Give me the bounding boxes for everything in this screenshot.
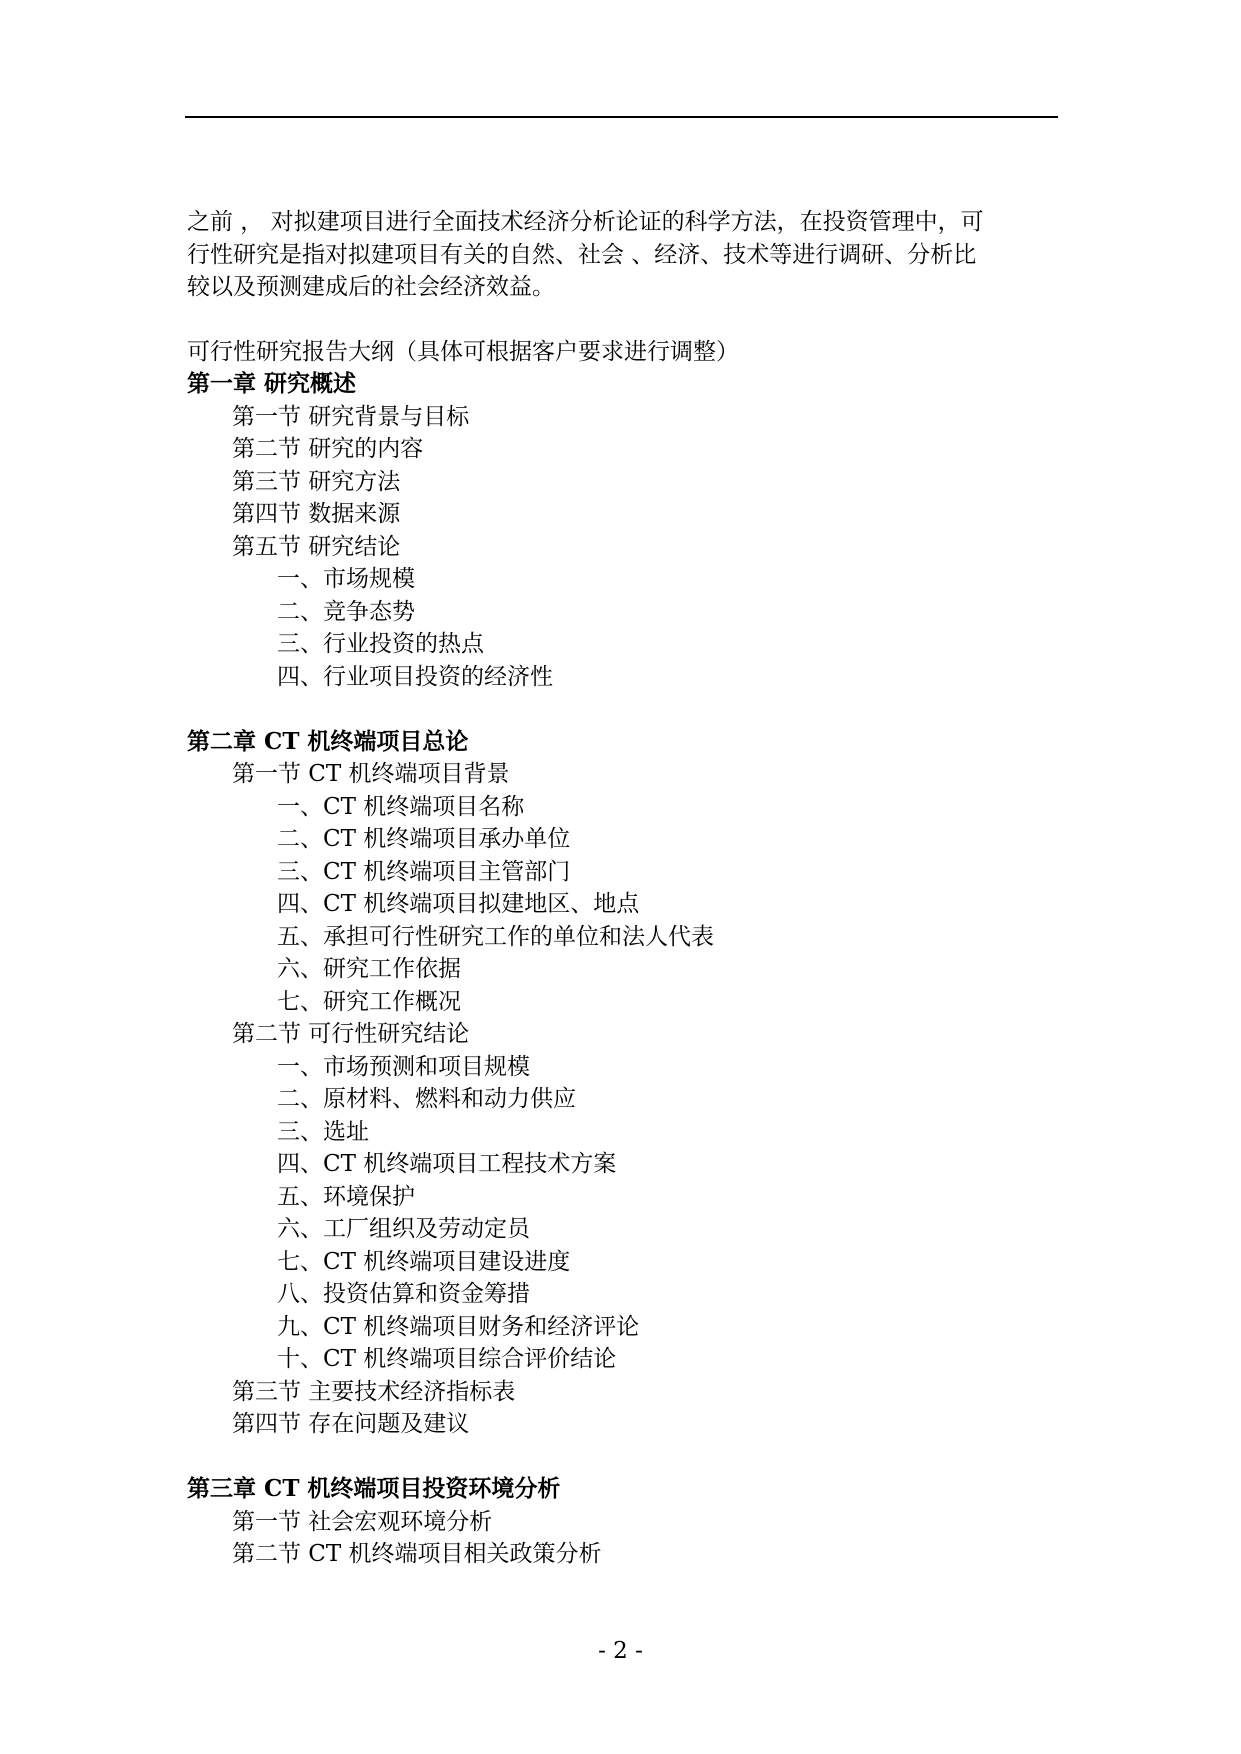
outline-section: 第二节 CT 机终端项目相关政策分析 xyxy=(232,1541,602,1567)
outline-section: 第三节 研究方法 xyxy=(232,468,401,495)
intro-line: 之前 ， 对拟建项目进行全面技术经济分析论证的科学方法，在投资管理中，可 xyxy=(187,209,984,235)
outline-item: 五、环境保护 xyxy=(277,1183,415,1210)
outline-item: 五、承担可行性研究工作的单位和法人代表 xyxy=(277,923,714,950)
page-number: - 2 - xyxy=(598,1638,643,1664)
document-body xyxy=(187,206,1057,1571)
outline-section: 第二节 研究的内容 xyxy=(232,436,424,462)
outline-item: 一、市场规模 xyxy=(277,566,415,592)
outline-section: 第四节 数据来源 xyxy=(232,501,401,527)
outline-section: 第四节 存在问题及建议 xyxy=(232,1411,470,1437)
outline-section: 第一节 研究背景与目标 xyxy=(232,403,470,430)
outline-item: 七、研究工作概况 xyxy=(277,988,461,1015)
outline-item: 三、选址 xyxy=(277,1118,369,1145)
header-rule xyxy=(185,116,1058,118)
outline-gap xyxy=(187,1441,1057,1474)
outline-item: 二、CT 机终端项目承办单位 xyxy=(277,826,571,852)
outline-section: 第三节 主要技术经济指标表 xyxy=(232,1378,516,1405)
outline-section: 第五节 研究结论 xyxy=(232,533,401,560)
outline-item: 六、研究工作依据 xyxy=(277,956,461,982)
outline-chapter: 第二章 CT 机终端项目总论 xyxy=(187,727,469,755)
outline-item: 三、行业投资的热点 xyxy=(277,631,484,657)
outline-item: 六、工厂组织及劳动定员 xyxy=(277,1216,530,1242)
outline-chapter: 第一章 研究概述 xyxy=(187,370,357,397)
outline-item: 十、CT 机终端项目综合评价结论 xyxy=(277,1346,617,1372)
outline-item: 二、竞争态势 xyxy=(277,598,415,625)
outline-item: 二、原材料、燃料和动力供应 xyxy=(277,1086,576,1112)
outline-item: 九、CT 机终端项目财务和经济评论 xyxy=(277,1313,640,1340)
outline-item: 八、投资估算和资金筹措 xyxy=(277,1281,530,1307)
outline-item: 三、CT 机终端项目主管部门 xyxy=(277,858,571,885)
outline-section: 第二节 可行性研究结论 xyxy=(232,1021,470,1047)
outline-section: 第一节 社会宏观环境分析 xyxy=(232,1508,493,1535)
outline-section: 第一节 CT 机终端项目背景 xyxy=(232,761,510,787)
intro-line: 行性研究是指对拟建项目有关的自然、社会 、经济、技术等进行调研、分析比 xyxy=(187,241,977,268)
outline-item: 四、行业项目投资的经济性 xyxy=(277,663,553,690)
outline-item: 四、CT 机终端项目拟建地区、地点 xyxy=(277,891,640,917)
outline-title: 可行性研究报告大纲（具体可根据客户要求进行调整） xyxy=(187,338,739,365)
intro-line: 较以及预测建成后的社会经济效益。 xyxy=(187,274,555,300)
outline-list xyxy=(187,368,1057,1571)
outline-chapter: 第三章 CT 机终端项目投资环境分析 xyxy=(187,1475,561,1502)
outline-item: 四、CT 机终端项目工程技术方案 xyxy=(277,1151,617,1177)
outline-item: 一、CT 机终端项目名称 xyxy=(277,793,525,820)
outline-item: 七、CT 机终端项目建设进度 xyxy=(277,1248,571,1275)
outline-item: 一、市场预测和项目规模 xyxy=(277,1053,530,1080)
outline-gap xyxy=(187,693,1057,726)
intro-paragraph xyxy=(187,206,1057,304)
